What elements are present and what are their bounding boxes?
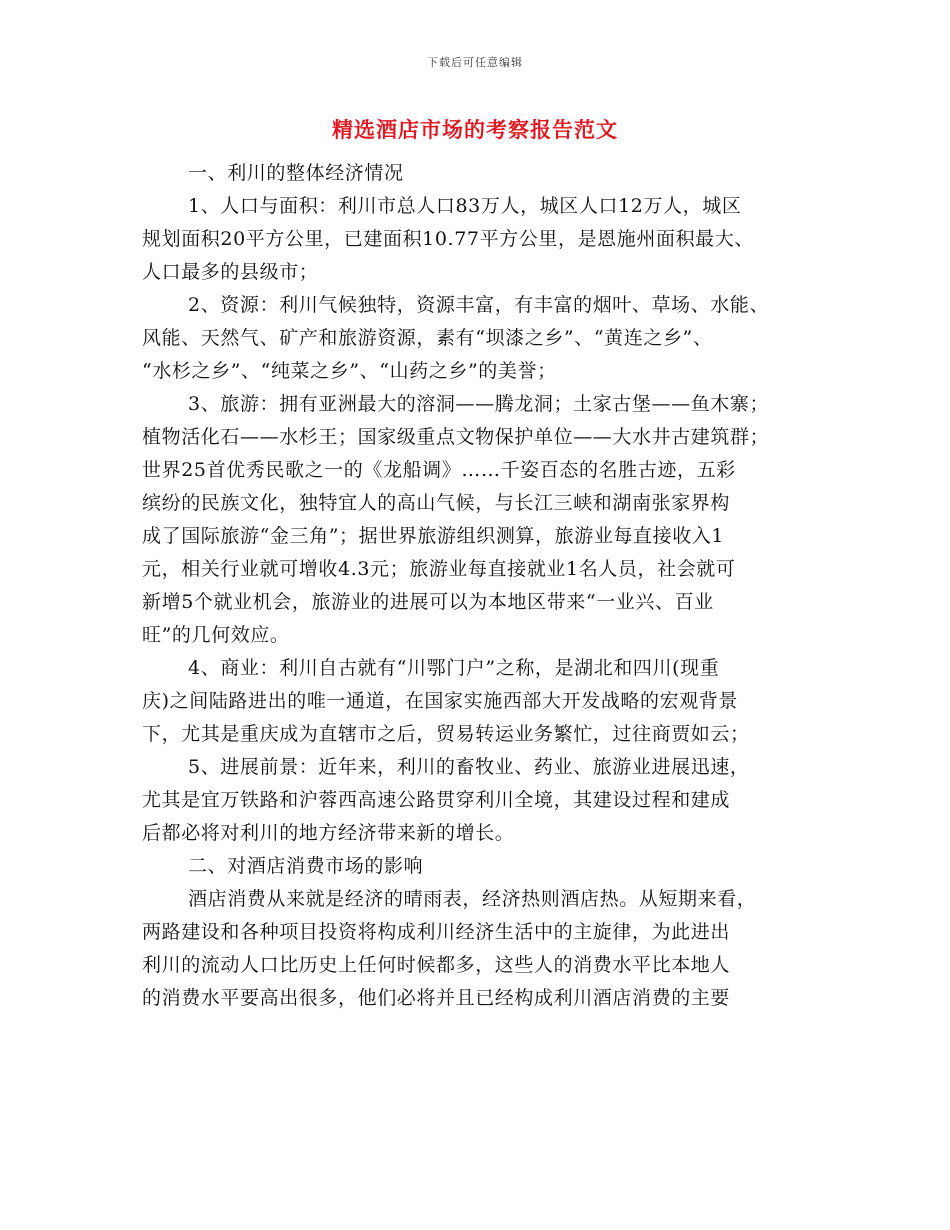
paragraph-line: 3、旅游：拥有亚洲最大的溶洞——腾龙洞；土家古堡——鱼木寨； [188,393,770,415]
paragraph-line: 两路建设和各种项目投资将构成利川经济生活中的主旋律，为此进出 [142,921,731,943]
paragraph-line: 的消费水平要高出很多，他们必将并且已经构成利川酒店消费的主要 [142,987,731,1009]
paragraph-line: 后都必将对利川的地方经济带来新的增长。 [142,822,515,844]
paragraph-line: 规划面积20平方公里，已建面积10.77平方公里，是恩施州面积最大、 [142,228,754,250]
section-heading-1: 一、利川的整体经济情况 [188,162,404,184]
document-title: 精选酒店市场的考察报告范文 [332,117,618,142]
paragraph-line: 世界25首优秀民歌之一的《龙船调》……千姿百态的名胜古迹，五彩 [142,459,736,481]
paragraph-line: 1、人口与面积：利川市总人口83万人，城区人口12万人，城区 [188,195,742,217]
paragraph-line: 旺”的几何效应。 [142,624,290,646]
paragraph-line: 下，尤其是重庆成为直辖市之后，贸易转运业务繁忙，过往商贾如云； [142,723,750,745]
paragraph-line: 庆)之间陆路进出的唯一通道，在国家实施西部大开发战略的宏观背景 [142,690,739,712]
paragraph-line: 新增5个就业机会，旅游业的进展可以为本地区带来“一业兴、百业 [142,591,714,613]
paragraph-line: 元，相关行业就可增收4.3元；旅游业每直接就业1名人员，社会就可 [142,558,736,580]
page-header-note: 下载后可任意编辑 [427,56,523,69]
paragraph-line: 风能、天然气、矿产和旅游资源，素有“坝漆之乡”、“黄连之乡”、 [142,327,713,349]
paragraph-line: 尤其是宜万铁路和沪蓉西高速公路贯穿利川全境，其建设过程和建成 [142,789,731,811]
paragraph-line: 植物活化石——水杉王；国家级重点文物保护单位——大水井古建筑群； [142,426,770,448]
paragraph-line: 成了国际旅游“金三角”；据世界旅游组织测算，旅游业每直接收入1 [142,525,725,547]
paragraph-line: 人口最多的县级市； [142,261,319,283]
paragraph-line: “水杉之乡”、“纯菜之乡”、“山药之乡”的美誉； [142,360,557,382]
paragraph-line: 2、资源：利川气候独特，资源丰富，有丰富的烟叶、草场、水能、 [188,294,770,316]
paragraph-line: 缤纷的民族文化，独特宜人的高山气候，与长江三峡和湖南张家界构 [142,492,731,514]
paragraph-line: 4、商业：利川自古就有“川鄂门户”之称，是湖北和四川(现重 [188,657,720,679]
paragraph-line: 利川的流动人口比历史上任何时候都多，这些人的消费水平比本地人 [142,954,731,976]
paragraph-line: 5、进展前景：近年来，利川的畜牧业、药业、旅游业进展迅速， [188,756,750,778]
section-heading-2: 二、对酒店消费市场的影响 [188,855,424,877]
paragraph-line: 酒店消费从来就是经济的晴雨表，经济热则酒店热。从短期来看， [188,888,757,910]
document-body [142,157,822,1015]
